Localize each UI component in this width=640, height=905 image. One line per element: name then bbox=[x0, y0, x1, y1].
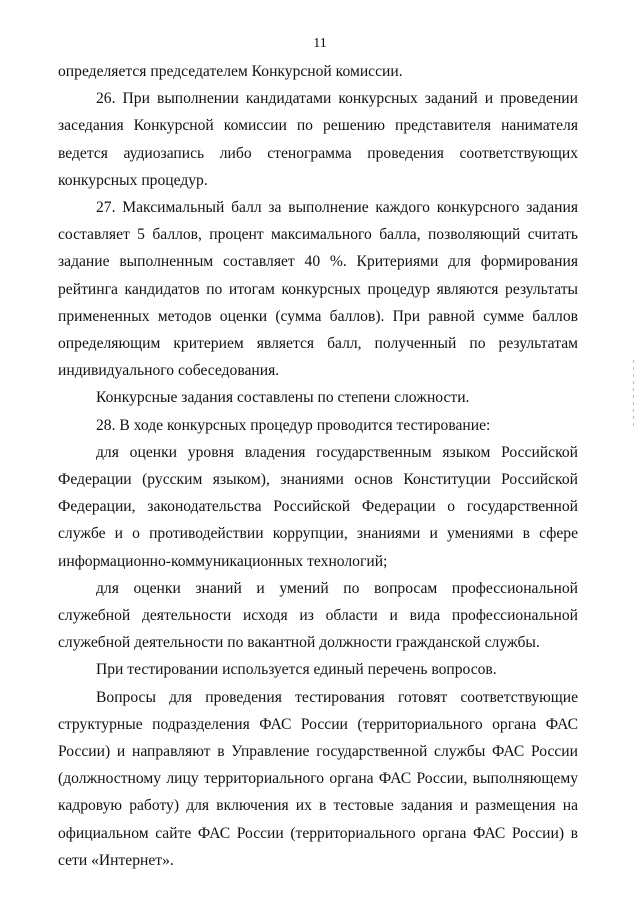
paragraph-question-list: При тестировании используется единый перечень вопросов. bbox=[96, 661, 497, 679]
paragraph-27: 27. Максимальный балл за выполнение каждого конкурсного задания составляет 5 баллов, процент максимального балла, позволяющий считать задание выполненным составляет 40 %. Критериями для формирования рейтинга кандидатов по итогам конкурсных процедур являются результаты примененных методов оценки (сумма баллов). При равной сумме баллов определяющим критерием является балл, полученный по результатам индивидуального собеседования. bbox=[58, 199, 578, 380]
paragraph-28: 28. В ходе конкурсных процедур проводится тестирование: bbox=[96, 416, 491, 434]
paragraph-questions-preparation: Вопросы для проведения тестирования готовят соответствующие структурные подразделения ФАС России (территориального органа ФАС России) и направляют в Управление государственной службы ФАС России (должностному лицу территориального органа ФАС России, выполняющему кадровую работу) для включения их в тестовые задания и размещения на официальном сайте ФАС России (территориального органа ФАС России) в сети «Интернет». bbox=[58, 688, 578, 869]
paragraph-test-professional: для оценки знаний и умений по вопросам профессиональной служебной деятельности исходя из области и вида профессиональной служебной деятельности по вакантной должности гражданской службы. bbox=[58, 579, 578, 652]
paragraph-continuation: определяется председателем Конкурсной комиссии. bbox=[58, 63, 403, 80]
page-number: 11 bbox=[313, 36, 327, 51]
paragraph-test-language: для оценки уровня владения государственным языком Российской Федерации (русским языком), знаниями основ Конституции Российской Федерации, законодательства Российской Федерации о государственной службе и о противодействии коррупции, знаниями и умениями в сфере информационно-коммуникационных технологий; bbox=[58, 443, 578, 570]
scan-edge-mark bbox=[633, 360, 634, 430]
paragraph-tasks-complexity: Конкурсные задания составлены по степени сложности. bbox=[96, 389, 470, 407]
document-body bbox=[58, 58, 578, 874]
paragraph-26: 26. При выполнении кандидатами конкурсных заданий и проведении заседания Конкурсной комиссии по решению представителя нанимателя ведется аудиозапись либо стенограмма проведения соответствующих конкурсных процедур. bbox=[58, 90, 578, 189]
